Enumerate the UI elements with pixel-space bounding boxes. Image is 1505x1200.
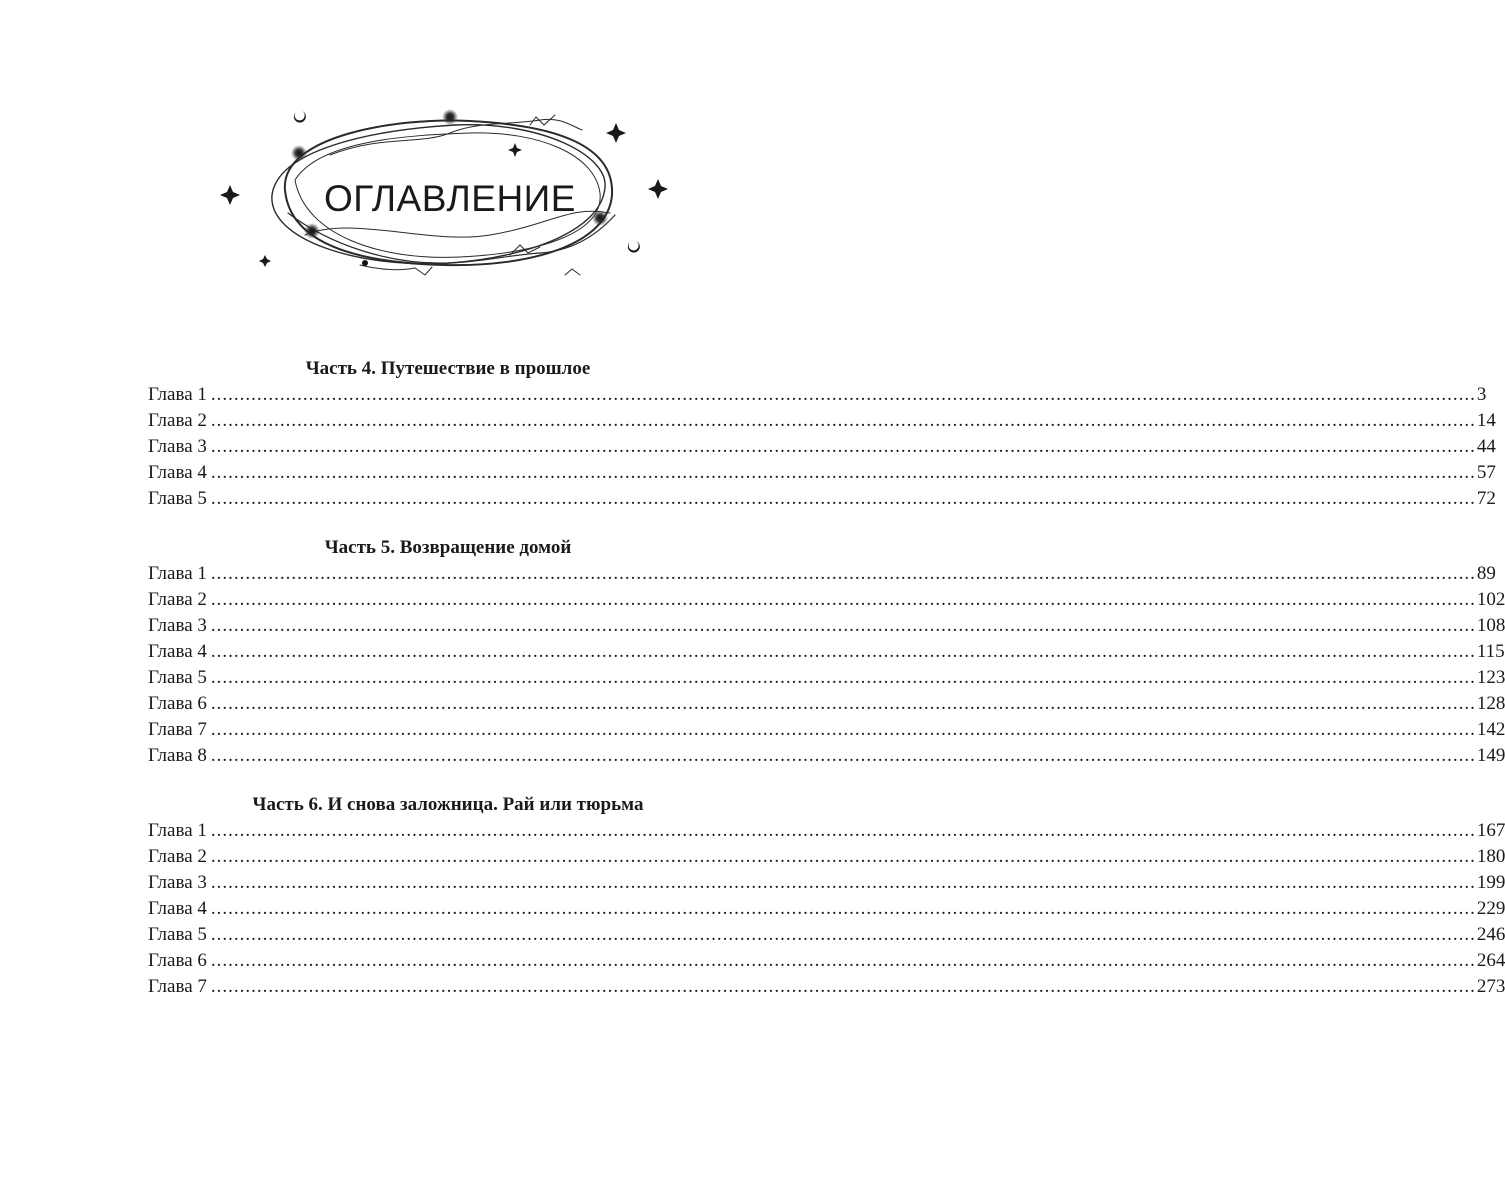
dot-leader: ............................................................................................................................................................................................................................ <box>210 667 1476 688</box>
table-of-contents <box>148 356 1505 1023</box>
chapter-label: Глава 7 <box>148 719 207 740</box>
dot-leader: ............................................................................................................................................................................................................................ <box>210 898 1476 919</box>
part-heading: Часть 6. И снова заложница. Рай или тюрьма <box>252 794 644 815</box>
chapter-label: Глава 2 <box>148 846 207 867</box>
chapter-list <box>148 382 1496 512</box>
chapter-label: Глава 6 <box>148 950 207 971</box>
chapter-label: Глава 5 <box>148 667 207 688</box>
chapter-list <box>148 818 1505 1000</box>
page-number: 108 <box>1476 615 1505 636</box>
page-number: 246 <box>1476 924 1505 945</box>
toc-entry[interactable] <box>148 408 1496 434</box>
toc-part <box>148 535 1505 769</box>
chapter-label: Глава 6 <box>148 693 207 714</box>
toc-entry[interactable] <box>148 818 1505 844</box>
page-number: 102 <box>1476 589 1505 610</box>
toc-entry[interactable] <box>148 691 1505 717</box>
dot-leader: ............................................................................................................................................................................................................................ <box>210 488 1476 509</box>
page-number: 142 <box>1476 719 1505 740</box>
part-heading: Часть 5. Возвращение домой <box>324 537 572 558</box>
toc-part <box>148 792 1505 1000</box>
toc-entry[interactable] <box>148 717 1505 743</box>
toc-entry[interactable] <box>148 844 1505 870</box>
toc-entry[interactable] <box>148 434 1496 460</box>
toc-entry[interactable] <box>148 486 1496 512</box>
page-number: 89 <box>1476 563 1496 584</box>
page-number: 72 <box>1476 488 1496 509</box>
chapter-label: Глава 1 <box>148 384 207 405</box>
page-number: 229 <box>1476 898 1505 919</box>
dot-leader: ............................................................................................................................................................................................................................ <box>210 846 1476 867</box>
chapter-label: Глава 3 <box>148 615 207 636</box>
chapter-label: Глава 1 <box>148 820 207 841</box>
toc-entry[interactable] <box>148 561 1496 587</box>
chapter-label: Глава 5 <box>148 924 207 945</box>
toc-entry[interactable] <box>148 587 1505 613</box>
dot-leader: ............................................................................................................................................................................................................................ <box>210 950 1476 971</box>
dot-leader: ............................................................................................................................................................................................................................ <box>210 462 1476 483</box>
page-number: 115 <box>1476 641 1505 662</box>
page-number: 149 <box>1476 745 1505 766</box>
page-number: 44 <box>1476 436 1496 457</box>
toc-part <box>148 356 1496 512</box>
dot-leader: ............................................................................................................................................................................................................................ <box>210 384 1476 405</box>
page-number: 199 <box>1476 872 1505 893</box>
page-number: 167 <box>1476 820 1505 841</box>
chapter-list <box>148 561 1505 769</box>
dot-leader: ............................................................................................................................................................................................................................ <box>210 820 1476 841</box>
chapter-label: Глава 8 <box>148 745 207 766</box>
chapter-label: Глава 2 <box>148 589 207 610</box>
chapter-label: Глава 4 <box>148 641 207 662</box>
page-number: 123 <box>1476 667 1505 688</box>
page-number: 14 <box>1476 410 1496 431</box>
dot-leader: ............................................................................................................................................................................................................................ <box>210 745 1476 766</box>
dot-leader: ............................................................................................................................................................................................................................ <box>210 924 1476 945</box>
toc-entry[interactable] <box>148 974 1505 1000</box>
chapter-label: Глава 4 <box>148 898 207 919</box>
dot-leader: ............................................................................................................................................................................................................................ <box>210 410 1476 431</box>
toc-entry[interactable] <box>148 665 1505 691</box>
dot-leader: ............................................................................................................................................................................................................................ <box>210 976 1476 997</box>
page-number: 57 <box>1476 462 1496 483</box>
dot-leader: ............................................................................................................................................................................................................................ <box>210 693 1476 714</box>
dot-leader: ............................................................................................................................................................................................................................ <box>210 563 1476 584</box>
chapter-label: Глава 3 <box>148 872 207 893</box>
page-number: 273 <box>1476 976 1505 997</box>
toc-entry[interactable] <box>148 613 1505 639</box>
dot-leader: ............................................................................................................................................................................................................................ <box>210 872 1476 893</box>
toc-entry[interactable] <box>148 460 1496 486</box>
chapter-label: Глава 1 <box>148 563 207 584</box>
part-heading: Часть 4. Путешествие в прошлое <box>305 358 591 379</box>
dot-leader: ............................................................................................................................................................................................................................ <box>210 589 1476 610</box>
chapter-label: Глава 7 <box>148 976 207 997</box>
toc-entry[interactable] <box>148 870 1505 896</box>
dot-leader: ............................................................................................................................................................................................................................ <box>210 641 1476 662</box>
toc-entry[interactable] <box>148 948 1505 974</box>
page-number: 3 <box>1476 384 1487 405</box>
page-number: 128 <box>1476 693 1505 714</box>
toc-entry[interactable] <box>148 639 1505 665</box>
toc-entry[interactable] <box>148 743 1505 769</box>
chapter-label: Глава 4 <box>148 462 207 483</box>
page-title: ОГЛАВЛЕНИЕ <box>324 178 576 219</box>
dot-leader: ............................................................................................................................................................................................................................ <box>210 719 1476 740</box>
chapter-label: Глава 2 <box>148 410 207 431</box>
chapter-label: Глава 3 <box>148 436 207 457</box>
toc-entry[interactable] <box>148 896 1505 922</box>
dot-leader: ............................................................................................................................................................................................................................ <box>210 615 1476 636</box>
chapter-label: Глава 5 <box>148 488 207 509</box>
toc-entry[interactable] <box>148 382 1487 408</box>
page-number: 180 <box>1476 846 1505 867</box>
page-number: 264 <box>1476 950 1505 971</box>
toc-entry[interactable] <box>148 922 1505 948</box>
dot-leader: ............................................................................................................................................................................................................................ <box>210 436 1476 457</box>
